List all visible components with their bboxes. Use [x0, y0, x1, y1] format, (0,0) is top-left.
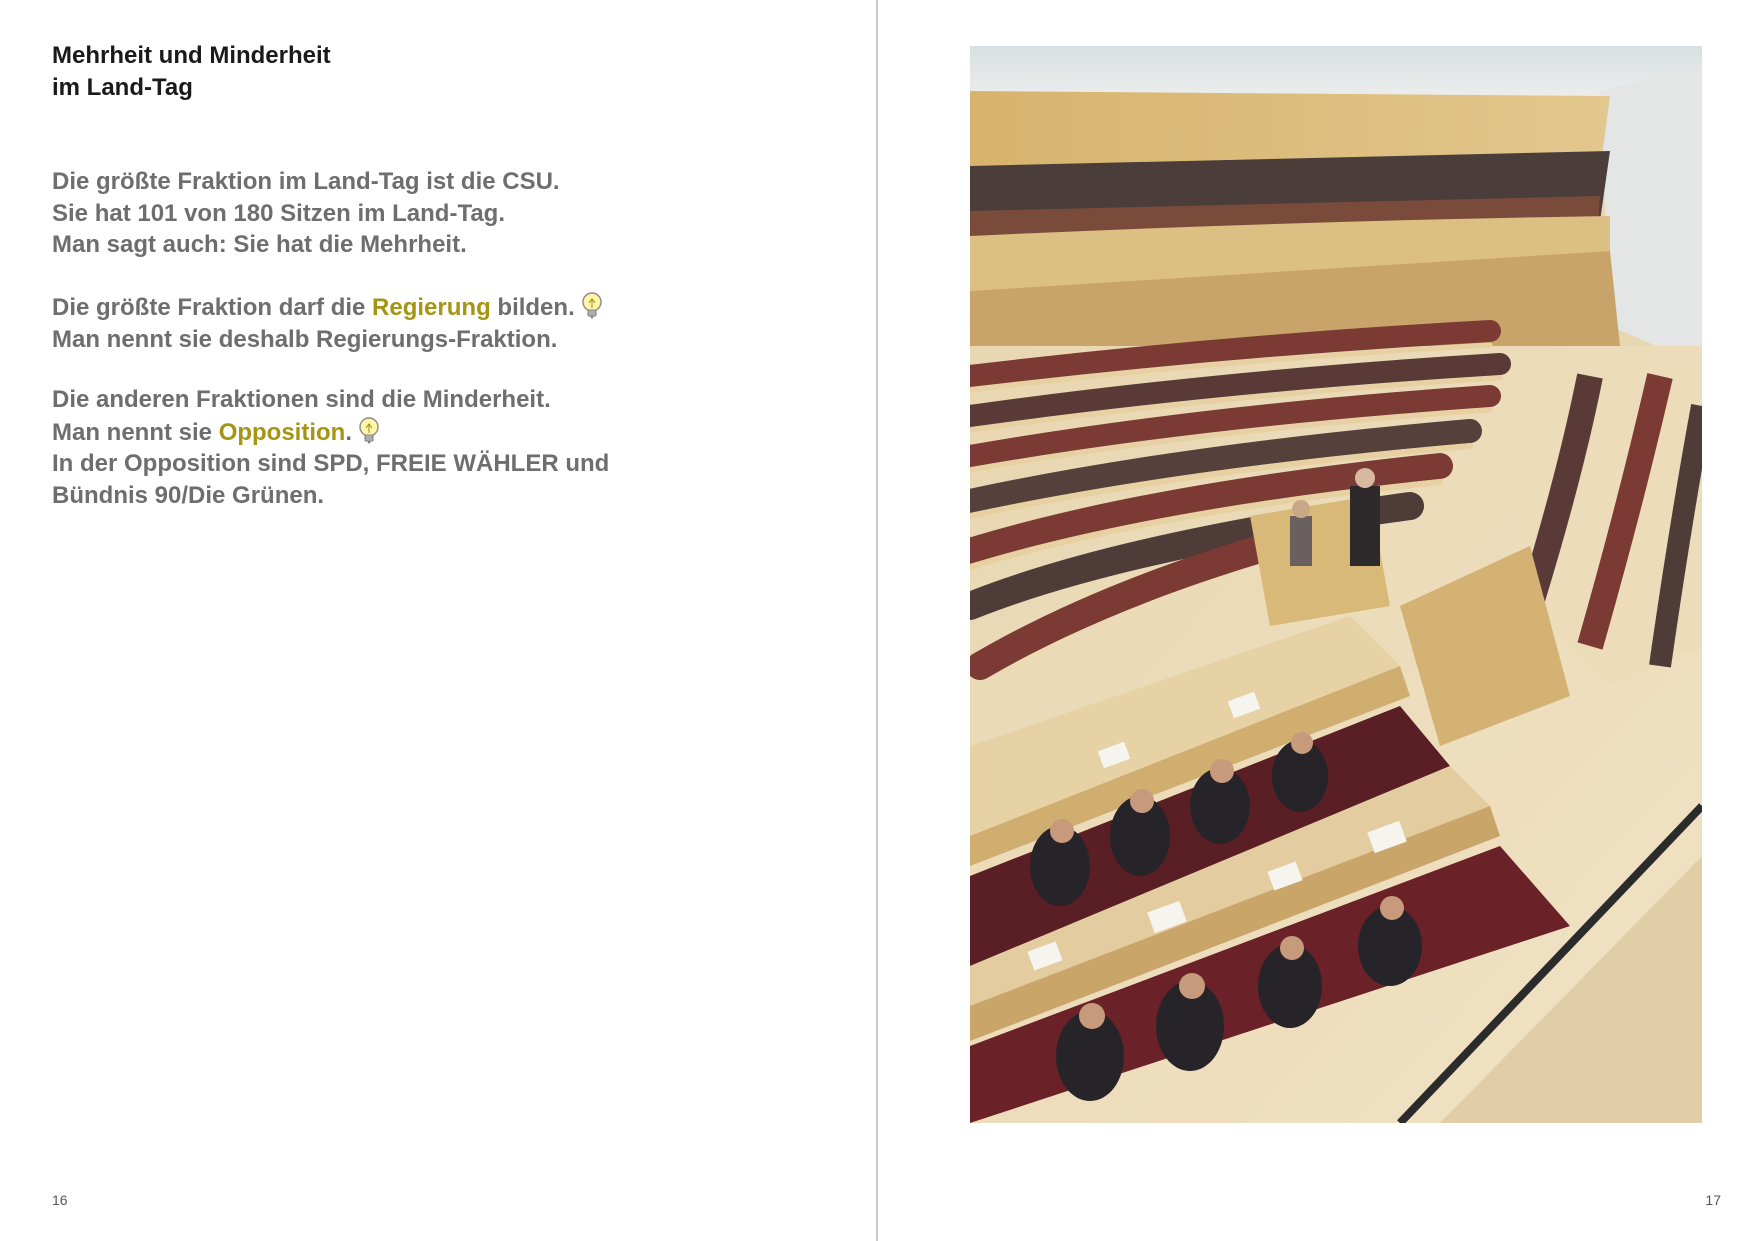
text-line: Man nennt sie deshalb Regierungs-Fraktion. [52, 325, 558, 353]
title-line-2: im Land-Tag [52, 74, 193, 101]
paragraph-majority [52, 166, 560, 261]
text-segment: bilden. [490, 294, 575, 321]
text-line: Bündnis 90/Die Grünen. [52, 481, 325, 509]
text-line [52, 416, 609, 449]
paragraph-opposition [52, 384, 609, 511]
text-line: Die anderen Fraktionen sind die Minderheit. [52, 386, 551, 413]
text-segment: Die größte Fraktion darf die [52, 294, 373, 321]
text-line: Man sagt auch: Sie hat die Mehrheit. [52, 231, 467, 258]
page-title [52, 40, 331, 104]
page-number: 17 [1705, 1192, 1721, 1208]
lightbulb-icon[interactable] [581, 291, 603, 323]
lightbulb-icon[interactable] [358, 416, 380, 448]
text-segment: Man nennt sie [52, 418, 219, 446]
plenary-hall-illustration [970, 46, 1702, 1123]
text-line: Sie hat 101 von 180 Sitzen im Land-Tag. [52, 199, 506, 227]
glossary-term-opposition[interactable]: Opposition [218, 418, 346, 446]
glossary-term-regierung[interactable]: Regierung [372, 294, 491, 321]
text-segment: . [345, 418, 353, 446]
right-page [878, 0, 1755, 1241]
page-number: 16 [52, 1192, 68, 1208]
text-line: In der Opposition sind SPD, FREIE WÄHLER und [52, 450, 610, 477]
text-line [52, 291, 603, 324]
text-line: Die größte Fraktion im Land-Tag ist die CSU. [52, 168, 560, 195]
title-line-1: Mehrheit und Minderheit [52, 42, 331, 69]
left-page [0, 0, 876, 1241]
plenary-hall-photo [970, 46, 1702, 1123]
paragraph-government [52, 291, 603, 355]
